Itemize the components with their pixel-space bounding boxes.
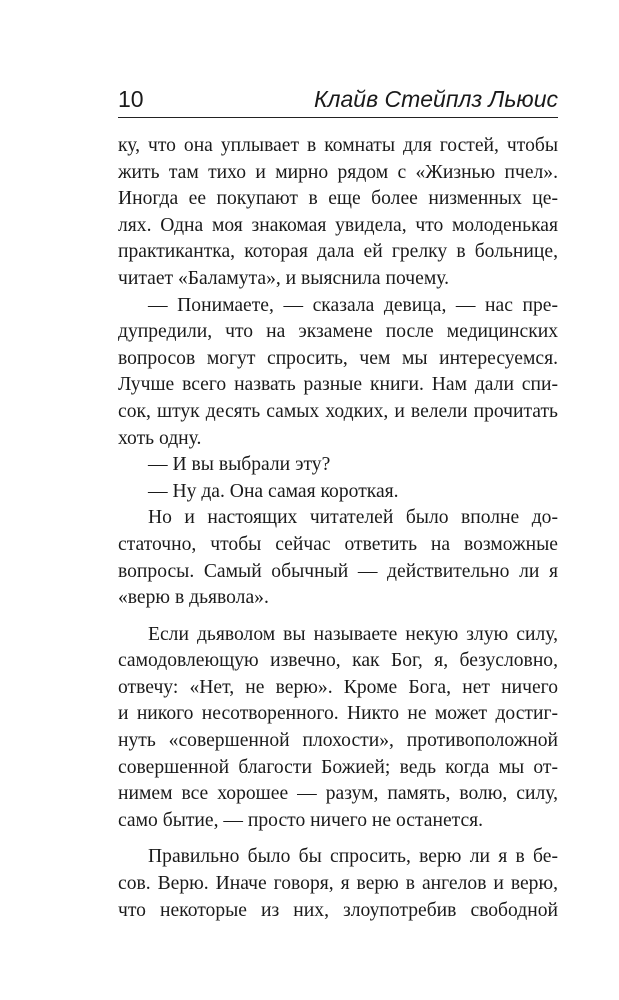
text-line: вопросов могут спросить, чем мы интересуемся. — [118, 347, 558, 369]
text-line: ку, что она уплывает в комнаты для гостей, чтобы — [118, 135, 558, 156]
text-line: совершенной благости Божией; ведь когда мы от- — [118, 756, 558, 778]
text-line: лях. Одна моя знакомая увидела, что молоденькая — [118, 214, 558, 236]
text-line: статочно, чтобы сейчас ответить на возможные — [118, 533, 558, 555]
body-text — [118, 133, 558, 924]
text-line: Если дьяволом вы называете некую злую силу, — [148, 623, 558, 645]
text-line: Лучше всего назвать разные книги. Нам дали спи- — [118, 374, 558, 396]
page-header — [118, 84, 558, 114]
text-line: сок, штук десять самых ходких, и велели прочитать — [118, 400, 558, 422]
text-line: Но и настоящих читателей было вполне до- — [148, 507, 558, 529]
text-line: что некоторые из них, злоупотребив свободной — [118, 899, 558, 921]
text-line: Иногда ее покупают в еще более низменных це- — [118, 188, 558, 210]
paragraph — [118, 844, 558, 924]
text-line: дупредили, что на экзамене после медицинских — [118, 321, 558, 343]
text-line: и никого несотворенного. Никто не может достиг- — [118, 703, 558, 725]
text-line: жить там тихо и мирно рядом с «Жизнью пчел». — [118, 161, 558, 183]
paragraph — [118, 622, 558, 835]
header-rule — [118, 117, 558, 118]
text-line: практикантка, которая дала ей грелку в больнице, — [118, 241, 558, 263]
text-line: хоть одну. — [118, 427, 202, 449]
text-line: — И вы выбрали эту? — [148, 454, 331, 476]
text-line: само бытие, — просто ничего не останется. — [118, 809, 484, 831]
text-line: вопросы. Самый обычный — действительно ли я — [118, 560, 558, 582]
paragraph — [118, 133, 558, 293]
text-line: нимем все хорошее — разум, память, волю, силу, — [118, 783, 558, 805]
paragraph — [118, 505, 558, 611]
text-line: отвечу: «Нет, не верю». Кроме Бога, нет ничего — [118, 676, 558, 698]
text-line: сов. Верю. Иначе говоря, я верю в ангелов и верю, — [118, 873, 558, 895]
text-line: нуть «совершенной плохости», противоположной — [118, 730, 558, 752]
paragraph — [118, 452, 558, 479]
text-line: «верю в дьявола». — [118, 587, 269, 609]
text-line: — Ну да. Она самая короткая. — [148, 480, 399, 502]
page-number: 10 — [118, 86, 144, 112]
text-line: читает «Баламута», и выяснила почему. — [118, 267, 449, 289]
text-line: Правильно было бы спросить, верю ли я в бе- — [148, 846, 558, 868]
paragraph — [118, 479, 558, 506]
text-line: — Понимаете, — сказала девица, — нас пре- — [148, 294, 558, 316]
running-title: Клайв Стейплз Льюис — [313, 86, 558, 112]
paragraph — [118, 293, 558, 453]
text-line: самодовлеющую извечно, как Бог, я, безусловно, — [118, 650, 558, 672]
